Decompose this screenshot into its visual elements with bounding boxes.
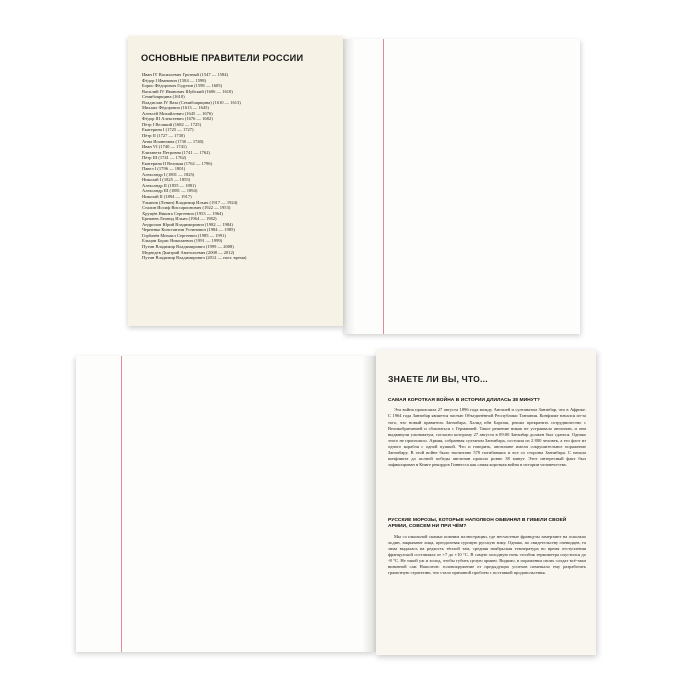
list-item: Андропов Юрий Владимирович (1982 — 1984) <box>142 221 233 227</box>
list-item: Иван VI (1740 — 1741) <box>142 144 187 150</box>
list-item: Путин Владимир Владимирович (2012 — наст. время) <box>142 255 247 261</box>
margin-line <box>383 39 384 334</box>
list-item: Медведев Дмитрий Анатольевич (2008 — 2012) <box>142 249 235 255</box>
list-item: Иван IV Васильевич Грозный (1547 — 1584) <box>142 72 228 77</box>
page-title: ЗНАЕТЕ ЛИ ВЫ, ЧТО... <box>388 374 488 384</box>
list-item: Пётр II (1727 — 1730) <box>142 133 185 139</box>
list-item: Борис Фёдорович Годунов (1598 — 1605) <box>142 83 223 89</box>
list-item: Александр II (1855 — 1881) <box>142 182 196 188</box>
bottom-notebook-spread <box>76 350 596 658</box>
top-right-grid-page <box>343 39 580 334</box>
list-item: Василий IV Иванович Шуйский (1606 — 1610) <box>142 88 233 94</box>
rulers-list <box>142 72 338 261</box>
page-title: ОСНОВНЫЕ ПРАВИТЕЛИ РОССИИ <box>141 53 304 63</box>
list-item: Сталин Иосиф Виссарионович (1922 — 1953) <box>142 205 231 211</box>
list-item: Александр III (1881 — 1894) <box>142 188 198 194</box>
bottom-left-grid-page <box>76 356 376 652</box>
margin-line <box>121 356 122 652</box>
list-item: Михаил Фёдорович (1613 — 1645) <box>142 105 209 111</box>
list-item: Николай II (1894 — 1917) <box>142 194 192 200</box>
list-item: Семибоярщина (1610) <box>142 94 185 100</box>
list-item: Екатерина I (1725 — 1727) <box>142 127 194 133</box>
did-you-know-page <box>376 350 596 655</box>
article <box>388 518 586 576</box>
list-item: Екатерина II Великая (1762 — 1796) <box>142 160 213 166</box>
list-item: Черненко Константин Устинович (1984 — 1985) <box>142 227 235 233</box>
list-item: Анна Иоанновна (1730 — 1740) <box>142 138 204 144</box>
list-item: Алексей Михайлович (1645 — 1676) <box>142 110 213 116</box>
list-item: Фёдор III Алексеевич (1676 — 1682) <box>142 116 213 122</box>
page-fold-shadow <box>362 356 376 652</box>
article-heading: САМАЯ КОРОТКАЯ ВОЙНА В ИСТОРИИ ДЛИЛАСЬ 38 МИНУТ? <box>388 398 540 403</box>
list-item: Николай I (1825 — 1855) <box>142 177 191 183</box>
list-item: Александр I (1801 — 1825) <box>142 171 195 177</box>
rulers-page <box>128 36 343 326</box>
list-item: Ульянов (Ленин) Владимир Ильич (1917 — 1924) <box>142 199 238 205</box>
list-item: Фёдор I Иванович (1584 — 1598) <box>142 77 207 83</box>
article <box>388 398 586 468</box>
list-item: Брежнев Леонид Ильич (1964 — 1982) <box>142 216 217 222</box>
list-item: Пётр III (1741 — 1762) <box>142 155 187 161</box>
article-body: Эта война произошла 27 августа 1896 года между Англией и султанатом Занзибар, что в Африке. С 1964 года Занзибар является частью Объединённой Республики Танзания. Конфликт начался из-за того, что новый правитель Занзибара, Халид ибн Баргаш, решил прекратить сотрудничество с Великобританией и сблизиться с Германией. Такое решение никак не устраивало англичан, и они выдвинули ультиматум, согласно которому 27 августа в 09:00 Занзибар должен был сдаться. Однако этого не произошло. Армия, собранная султаном Занзибара, состояла из 2 800 человек, а его флот из одного корабля с одной пушкой. Что и говорить, англичане имели сокрушительное поражение Занзибару. В этой войне было насчитано 570 погибавших и все со стороны Занзибара. С начала конфликта до полной победы англичан прошло ровно 38 минут. Этот интересный факт был зафиксирован в Книге рекордов Гиннесса как самая короткая война в истории человечества. <box>388 407 586 467</box>
top-notebook-spread <box>128 36 580 334</box>
list-item: Павел I (1796 — 1801) <box>142 166 186 172</box>
list-item: Владислав IV Ваза (Семибоярщина) (1610 — 1613) <box>142 99 241 105</box>
list-item: Горбачёв Михаил Сергеевич (1985 — 1991) <box>142 232 226 238</box>
list-item: Пётр I Великий (1682 — 1725) <box>142 121 202 127</box>
list-item: Елизавета Петровна (1741 — 1762) <box>142 149 210 155</box>
list-item: Путин Владимир Владимирович (1999 — 2008) <box>142 243 234 249</box>
article-heading: РУССКИЕ МОРОЗЫ, КОТОРЫЕ НАПОЛЕОН ОБВИНЯЛ В ГИБЕЛИ СВОЕЙ АРМИИ, СОВСЕМ НИ ПРИ ЧЁМ? <box>388 518 567 530</box>
page-fold-shadow <box>343 39 355 334</box>
article-body: Мы со школьной скамьи помним иллюстрации, где несчастные французы замерзают на осколках льдин, закрывают лица, преодолевая суровую русскую зиму. Однако, по свидетельству очевидцев, та зима выдалась на редкость тёплой там, средняя ноябрьская температура во время отступления французской составляла от +7 до +10 °C. В самую холодную ночь столбик термометра опустился до -8 °C. Не такой уж и холод, чтобы губить целую армию. Видимо, в поражении своих солдат всё-таки виновной сам Наполеон: головокружение от предыдущих успехов помешало ему разработать грамотную стратегию, что стало причиной проблем с поставкой продовольствия. <box>388 533 586 576</box>
list-item: Ельцин Борис Николаевич (1991 — 1999) <box>142 238 223 244</box>
list-item: Хрущёв Никита Сергеевич (1953 — 1964) <box>142 210 223 216</box>
